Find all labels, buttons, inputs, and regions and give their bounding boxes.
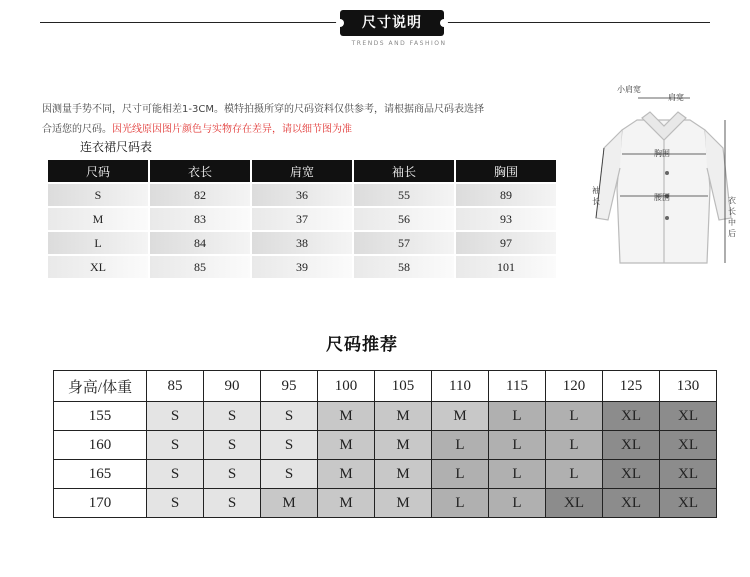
size-recommendation-cell: XL: [660, 431, 717, 460]
weight-header: 110: [432, 371, 489, 402]
corner-label: 身高/体重: [54, 371, 147, 402]
size-recommendation-cell: L: [489, 431, 546, 460]
size-recommendation-cell: M: [432, 402, 489, 431]
length-cell: 84: [150, 232, 250, 254]
size-recommendation-cell: XL: [660, 460, 717, 489]
shoulder-cell: 39: [252, 256, 352, 278]
section-title: 尺寸说明: [340, 10, 444, 36]
header-line-right: [444, 22, 710, 23]
weight-header: 120: [546, 371, 603, 402]
weight-header: 115: [489, 371, 546, 402]
weight-header: 90: [204, 371, 261, 402]
height-row: [54, 460, 717, 489]
size-recommendation-cell: L: [432, 460, 489, 489]
size-recommendation-cell: S: [204, 402, 261, 431]
shoulder-cell: 36: [252, 184, 352, 206]
size-table-header-cell: 袖长: [354, 160, 454, 182]
shoulder-cell: 37: [252, 208, 352, 230]
size-recommendation-cell: XL: [603, 460, 660, 489]
weight-header: 85: [147, 371, 204, 402]
weight-header: 105: [375, 371, 432, 402]
size-recommendation-cell: M: [261, 489, 318, 518]
label-chest: 胸围: [654, 149, 670, 158]
chest-cell: 101: [456, 256, 556, 278]
size-cell: M: [48, 208, 148, 230]
size-recommendation-cell: L: [432, 431, 489, 460]
size-table-header-cell: 尺码: [48, 160, 148, 182]
sleeve-cell: 58: [354, 256, 454, 278]
size-recommendation-cell: S: [147, 431, 204, 460]
size-recommendation-cell: S: [147, 460, 204, 489]
length-cell: 82: [150, 184, 250, 206]
sleeve-cell: 57: [354, 232, 454, 254]
size-recommendation-cell: M: [375, 489, 432, 518]
size-cell: XL: [48, 256, 148, 278]
size-recommendation-cell: M: [375, 431, 432, 460]
size-recommendation-cell: M: [318, 431, 375, 460]
size-recommendation-cell: XL: [603, 402, 660, 431]
length-cell: 85: [150, 256, 250, 278]
section-subtitle: TRENDS AND FASHION: [351, 40, 447, 47]
size-recommendation-cell: XL: [546, 489, 603, 518]
size-table: [48, 158, 556, 280]
size-recommendation-cell: S: [147, 489, 204, 518]
size-table-row: [48, 232, 556, 254]
size-cell: S: [48, 184, 148, 206]
size-table-row: [48, 184, 556, 206]
size-recommendation-cell: S: [147, 402, 204, 431]
height-row: [54, 431, 717, 460]
label-shoulder: 肩宽: [668, 93, 684, 102]
recommendation-title: 尺码推荐: [326, 335, 398, 355]
label-waist: 腰围: [654, 193, 670, 202]
height-label: 165: [54, 460, 147, 489]
size-recommendation-cell: L: [546, 431, 603, 460]
size-recommendation-cell: L: [546, 460, 603, 489]
size-table-row: [48, 256, 556, 278]
weight-header: 100: [318, 371, 375, 402]
chest-cell: 93: [456, 208, 556, 230]
size-recommendation-cell: XL: [660, 489, 717, 518]
size-table-header-cell: 肩宽: [252, 160, 352, 182]
size-recommendation-cell: S: [261, 402, 318, 431]
size-recommendation-cell: S: [204, 431, 261, 460]
height-label: 170: [54, 489, 147, 518]
note-prefix: 合适您的尺码。: [42, 124, 112, 135]
size-table-row: [48, 208, 556, 230]
shoulder-cell: 38: [252, 232, 352, 254]
size-recommendation-cell: L: [489, 460, 546, 489]
weight-header: 95: [261, 371, 318, 402]
label-length: 衣长中后: [728, 196, 736, 238]
size-recommendation-cell: M: [318, 489, 375, 518]
note-warning: 因光线原因图片颜色与实物存在差异，请以细节图为准: [112, 124, 352, 135]
header-line-left: [40, 22, 340, 23]
size-recommendation-cell: M: [318, 460, 375, 489]
size-recommendation-cell: L: [489, 489, 546, 518]
size-table-header-cell: 胸围: [456, 160, 556, 182]
size-recommendation-cell: S: [204, 489, 261, 518]
size-recommendation-cell: M: [318, 402, 375, 431]
note-line-1: 因测量手势不同，尺寸可能相差1-3CM。模特拍摄所穿的尺码资料仅供参考，请根据商品尺码表选择: [42, 104, 484, 115]
height-label: 160: [54, 431, 147, 460]
size-recommendation-cell: XL: [660, 402, 717, 431]
garment-diagram: [582, 78, 742, 278]
size-table-title: 连衣裙尺码表: [80, 140, 153, 154]
size-recommendation-cell: M: [375, 460, 432, 489]
size-recommendation-cell: L: [546, 402, 603, 431]
height-row: [54, 489, 717, 518]
size-recommendation-cell: L: [432, 489, 489, 518]
size-recommendation-cell: M: [375, 402, 432, 431]
recommendation-table: [53, 370, 717, 518]
sleeve-cell: 55: [354, 184, 454, 206]
sleeve-cell: 56: [354, 208, 454, 230]
size-recommendation-cell: S: [261, 460, 318, 489]
size-recommendation-cell: S: [204, 460, 261, 489]
size-table-header-cell: 衣长: [150, 160, 250, 182]
length-cell: 83: [150, 208, 250, 230]
size-cell: L: [48, 232, 148, 254]
note-line-2: [42, 120, 352, 135]
label-sleeve: 袖长: [592, 186, 600, 206]
size-recommendation-cell: XL: [603, 489, 660, 518]
size-table-header: [48, 160, 556, 182]
height-label: 155: [54, 402, 147, 431]
weight-header: 125: [603, 371, 660, 402]
size-recommendation-cell: S: [261, 431, 318, 460]
size-recommendation-cell: XL: [603, 431, 660, 460]
size-recommendation-cell: L: [489, 402, 546, 431]
chest-cell: 97: [456, 232, 556, 254]
height-row: [54, 402, 717, 431]
chest-cell: 89: [456, 184, 556, 206]
label-small-shoulder: 小肩宽: [617, 85, 641, 94]
weight-header: 130: [660, 371, 717, 402]
weight-row: [54, 371, 717, 402]
